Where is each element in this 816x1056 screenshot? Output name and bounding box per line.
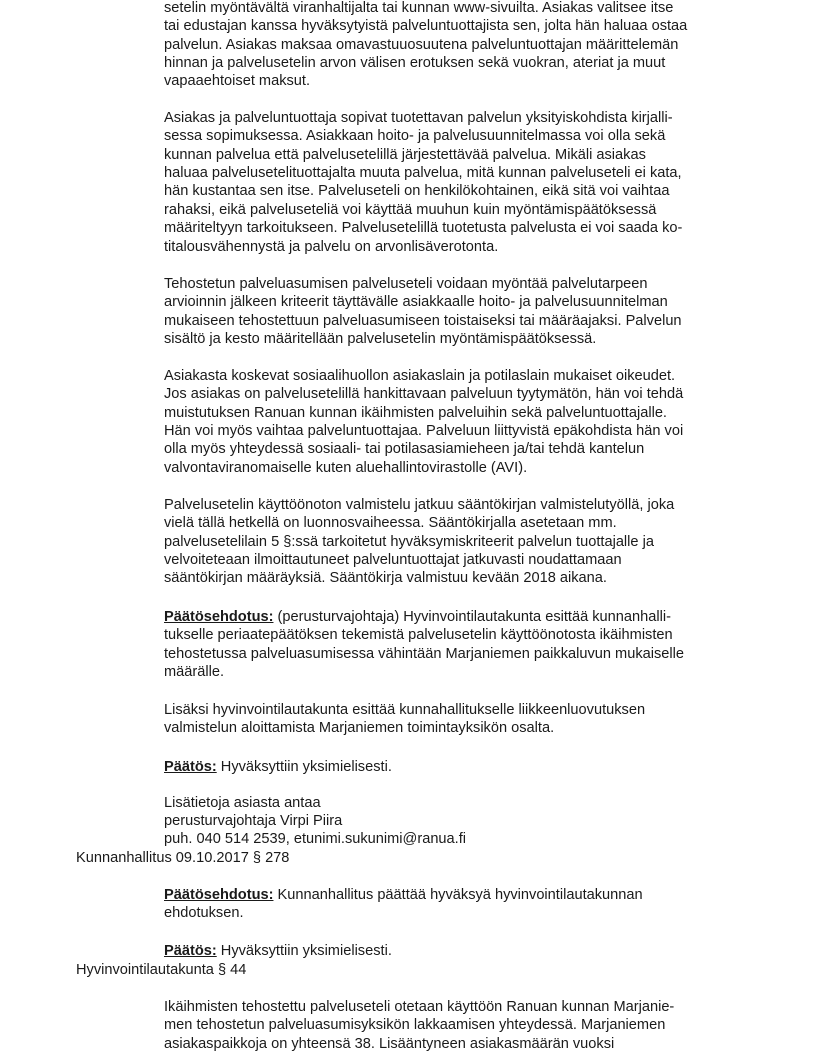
decision-label: Päätös: (164, 943, 217, 959)
text-line: sääntökirjan määräyksiä. Sääntökirja valmistuu kevään 2018 aikana. (164, 570, 607, 586)
text-line (164, 886, 643, 904)
text-line: hinnan ja palvelusetelin arvon välisen erotuksen sekä vuokran, ateriat ja muut (164, 55, 666, 71)
text-line: mukaiseen tehostettuun palveluasumiseen toistaiseksi tai määräajaksi. Palvelun (164, 313, 682, 329)
text-line: Palvelusetelin käyttöönoton valmistelu jatkuu sääntökirjan valmistelutyöllä, joka (164, 497, 675, 513)
text-line: perusturvajohtaja Virpi Piira (164, 813, 343, 829)
text-line: Ikäihmisten tehostettu palveluseteli otetaan käyttöön Ranuan kunnan Marjanie- (164, 999, 675, 1015)
text-line: puh. 040 514 2539, etunimi.sukunimi@ranua.fi (164, 831, 467, 847)
text-line: vielä tällä hetkellä on luonnosvaiheessa. Sääntökirjalla asetetaan mm. (164, 515, 617, 531)
text-line (164, 608, 671, 626)
text-line: rahaksi, eikä palveluseteliä voi käyttää muuhun kuin myöntämispäätöksessä (164, 202, 657, 218)
text-line: tai edustajan kanssa hyväksytyistä palveluntuottajista sen, jolta hän haluaa ostaa (164, 18, 688, 34)
decision-municipal-board (164, 942, 392, 960)
text-line: valvontaviranomaiselle kuten aluehallintovirastolle (AVI). (164, 460, 528, 476)
text-line: Asiakas ja palveluntuottaja sopivat tuotettavan palvelun yksityiskohdista kirjalli- (164, 110, 673, 126)
text-line: hän kustantaa sen itse. Palveluseteli on henkilökohtainen, eikä sitä voi vaihtaa (164, 183, 670, 199)
text-line: sessa sopimuksessa. Asiakkaan hoito- ja palvelusuunnitelmassa voi olla sekä (164, 128, 666, 144)
decision-text: Hyväksyttiin yksimielisesti. (216, 943, 392, 959)
text-line: titalousvähennystä ja palvelu on arvonlisäverotonta. (164, 239, 499, 255)
text-line: arvioinnin jälkeen kriteerit täyttävälle asiakkaalle hoito- ja palvelusuunnitelman (164, 294, 668, 310)
text-line: määriteltyyn tarkoitukseen. Palvelusetelillä tuotetusta palvelusta ei voi saada ko- (164, 220, 683, 236)
text-line: kunnan palvelua että palvelusetelillä järjestettävää palvelua. Mikäli asiakas (164, 147, 646, 163)
decision-text: Hyväksyttiin yksimielisesti. (216, 759, 392, 775)
section-heading-municipal-board: Kunnanhallitus 09.10.2017 § 278 (76, 850, 290, 866)
text-line: Tehostetun palveluasumisen palveluseteli voidaan myöntää palvelutarpeen (164, 276, 648, 292)
text-line: palvelusetelilain 5 §:ssä tarkoitetut hyväksymiskriteerit palvelun tuottajalle ja (164, 534, 654, 550)
decision-welfare-board (164, 758, 392, 776)
text-line: velvoiteteaan ilmoittautuneet palveluntuottajat jatkuvasti noudattamaan (164, 552, 622, 568)
decision-label: Päätös: (164, 759, 217, 775)
text-line: olla myös yhteydessä sosiaali- tai potilasasiamieheen ja/tai tehdä kantelun (164, 441, 645, 457)
text-line: tukselle periaatepäätöksen tekemistä palvelusetelin käyttöönotosta ikäihmisten (164, 627, 673, 643)
text-line: ehdotuksen. (164, 905, 244, 921)
text-line: tehostetussa palveluasumisessa vähintään Marjaniemen paikkaluvun mukaiselle (164, 646, 684, 662)
text-line: sisältö ja kesto määritellään palvelusetelin myöntämispäätöksessä. (164, 331, 597, 347)
text-line: muistutuksen Ranuan kunnan ikäihmisten palveluihin sekä palveluntuottajalle. (164, 405, 667, 421)
text-line: men tehostetun palveluasumisyksikön lakkaamisen yhteydessä. Marjaniemen (164, 1017, 666, 1033)
text-line: Jos asiakas on palvelusetelillä hankittavaan palveluun tyytymätön, hän voi tehdä (164, 386, 684, 402)
text-line: vapaaehtoiset maksut. (164, 73, 311, 89)
proposal-text: (perusturvajohtaja) Hyvinvointilautakunta esittää kunnanhalli- (273, 609, 671, 625)
text-line: palvelun. Asiakas maksaa omavastuuosuutena palveluntuottajan määrittelemän (164, 37, 679, 53)
text-line: Asiakasta koskevat sosiaalihuollon asiakaslain ja potilaslain mukaiset oikeudet. (164, 368, 676, 384)
proposal-label: Päätösehdotus: (164, 887, 274, 903)
text-line: asiakaspaikkoja on yhteensä 38. Lisääntyneen asiakasmäärän vuoksi (164, 1036, 615, 1052)
text-line: setelin myöntävältä viranhaltijalta tai kunnan www-sivuilta. Asiakas valitsee itse (164, 0, 674, 16)
text-line: Lisäksi hyvinvointilautakunta esittää kunnahallitukselle liikkeenluovutuksen (164, 702, 646, 718)
section-heading-welfare-board: Hyvinvointilautakunta § 44 (76, 962, 247, 978)
text-line: Lisätietoja asiasta antaa (164, 795, 321, 811)
text-line: määrälle. (164, 664, 225, 680)
proposal-text: Kunnanhallitus päättää hyväksyä hyvinvointilautakunnan (273, 887, 643, 903)
text-line: Hän voi myös vaihtaa palveluntuottajaa. Palveluun liittyvistä epäkohdista hän voi (164, 423, 684, 439)
proposal-label: Päätösehdotus: (164, 609, 274, 625)
text-line: haluaa palvelusetelituottajalta muuta palvelua, mitä kunnan palveluseteli ei kata, (164, 165, 682, 181)
text-line: valmistelun aloittamista Marjaniemen toimintayksikön osalta. (164, 720, 555, 736)
